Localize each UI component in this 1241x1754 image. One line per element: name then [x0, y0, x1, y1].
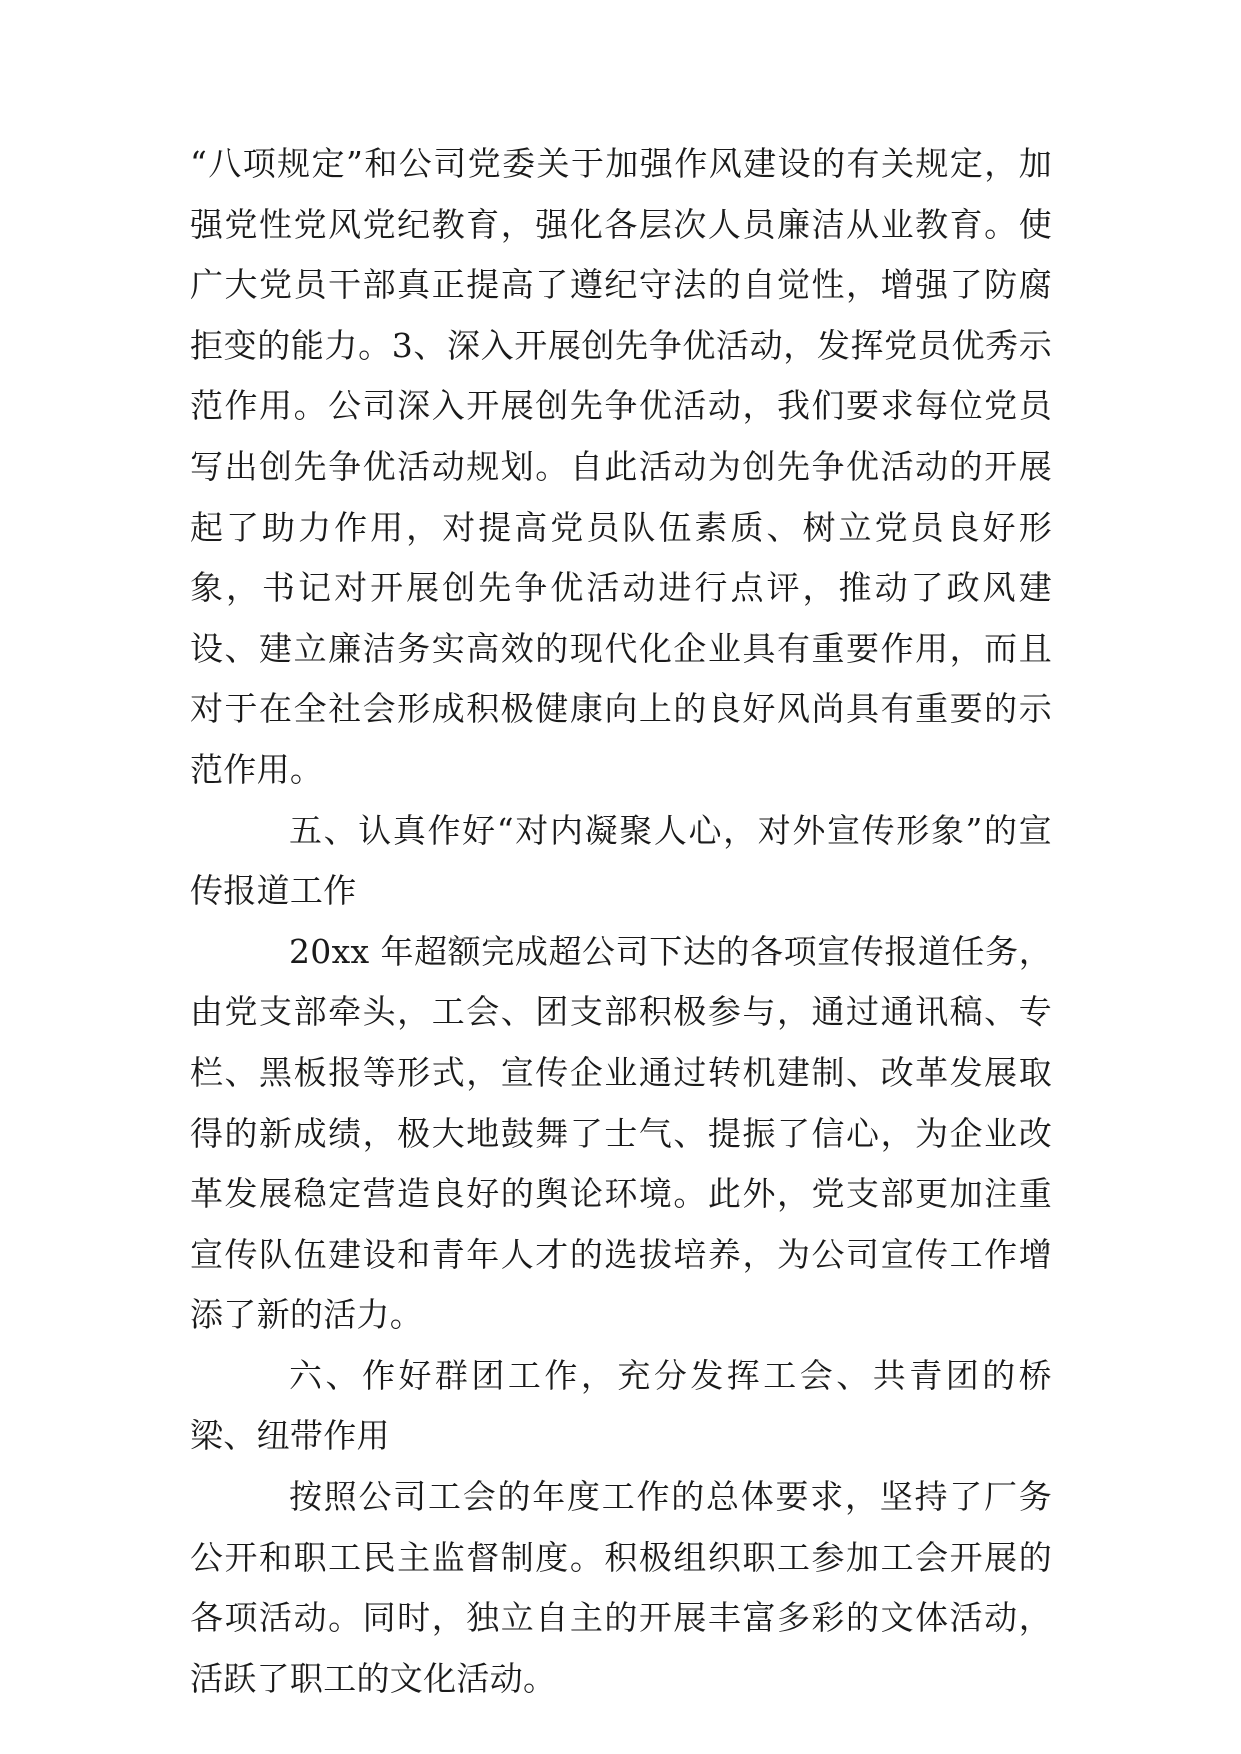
paragraph-publicity: 20xx 年超额完成超公司下达的各项宣传报道任务，由党支部牵头，工会、团支部积极参与，通过通讯稿、专栏、黑板报等形式，宣传企业通过转机建制、改革发展取得的新成绩，极大地鼓舞了士气、提振了信心，为企业改革发展稳定营造良好的舆论环境。此外，党支部更加注重宣传队伍建设和青年人才的选拔培养，为公司宣传工作增添了新的活力。: [190, 931, 1052, 1335]
section-heading-mass-organizations: 六、作好群团工作，充分发挥工会、共青团的桥梁、纽带作用: [190, 1355, 1052, 1456]
document-page: [190, 134, 1052, 1709]
paragraph-union-work: 按照公司工会的年度工作的总体要求，坚持了厂务公开和职工民主监督制度。积极组织职工参加工会开展的各项活动。同时，独立自主的开展丰富多彩的文体活动，活跃了职工的文化活动。: [190, 1477, 1052, 1698]
paragraph-party-discipline: “八项规定”和公司党委关于加强作风建设的有关规定，加强党性党风党纪教育，强化各层次人员廉洁从业教育。使广大党员干部真正提高了遵纪守法的自觉性，增强了防腐拒变的能力。3、深入开展创先争优活动，发挥党员优秀示范作用。公司深入开展创先争优活动，我们要求每位党员写出创先争优活动规划。自此活动为创先争优活动的开展起了助力作用，对提高党员队伍素质、树立党员良好形象，书记对开展创先争优活动进行点评，推动了政风建设、建立廉洁务实高效的现代化企业具有重要作用，而且对于在全社会形成积极健康向上的良好风尚具有重要的示范作用。: [190, 144, 1052, 789]
section-heading-publicity: 五、认真作好“对内凝聚人心，对外宣传形象”的宣传报道工作: [190, 810, 1052, 911]
